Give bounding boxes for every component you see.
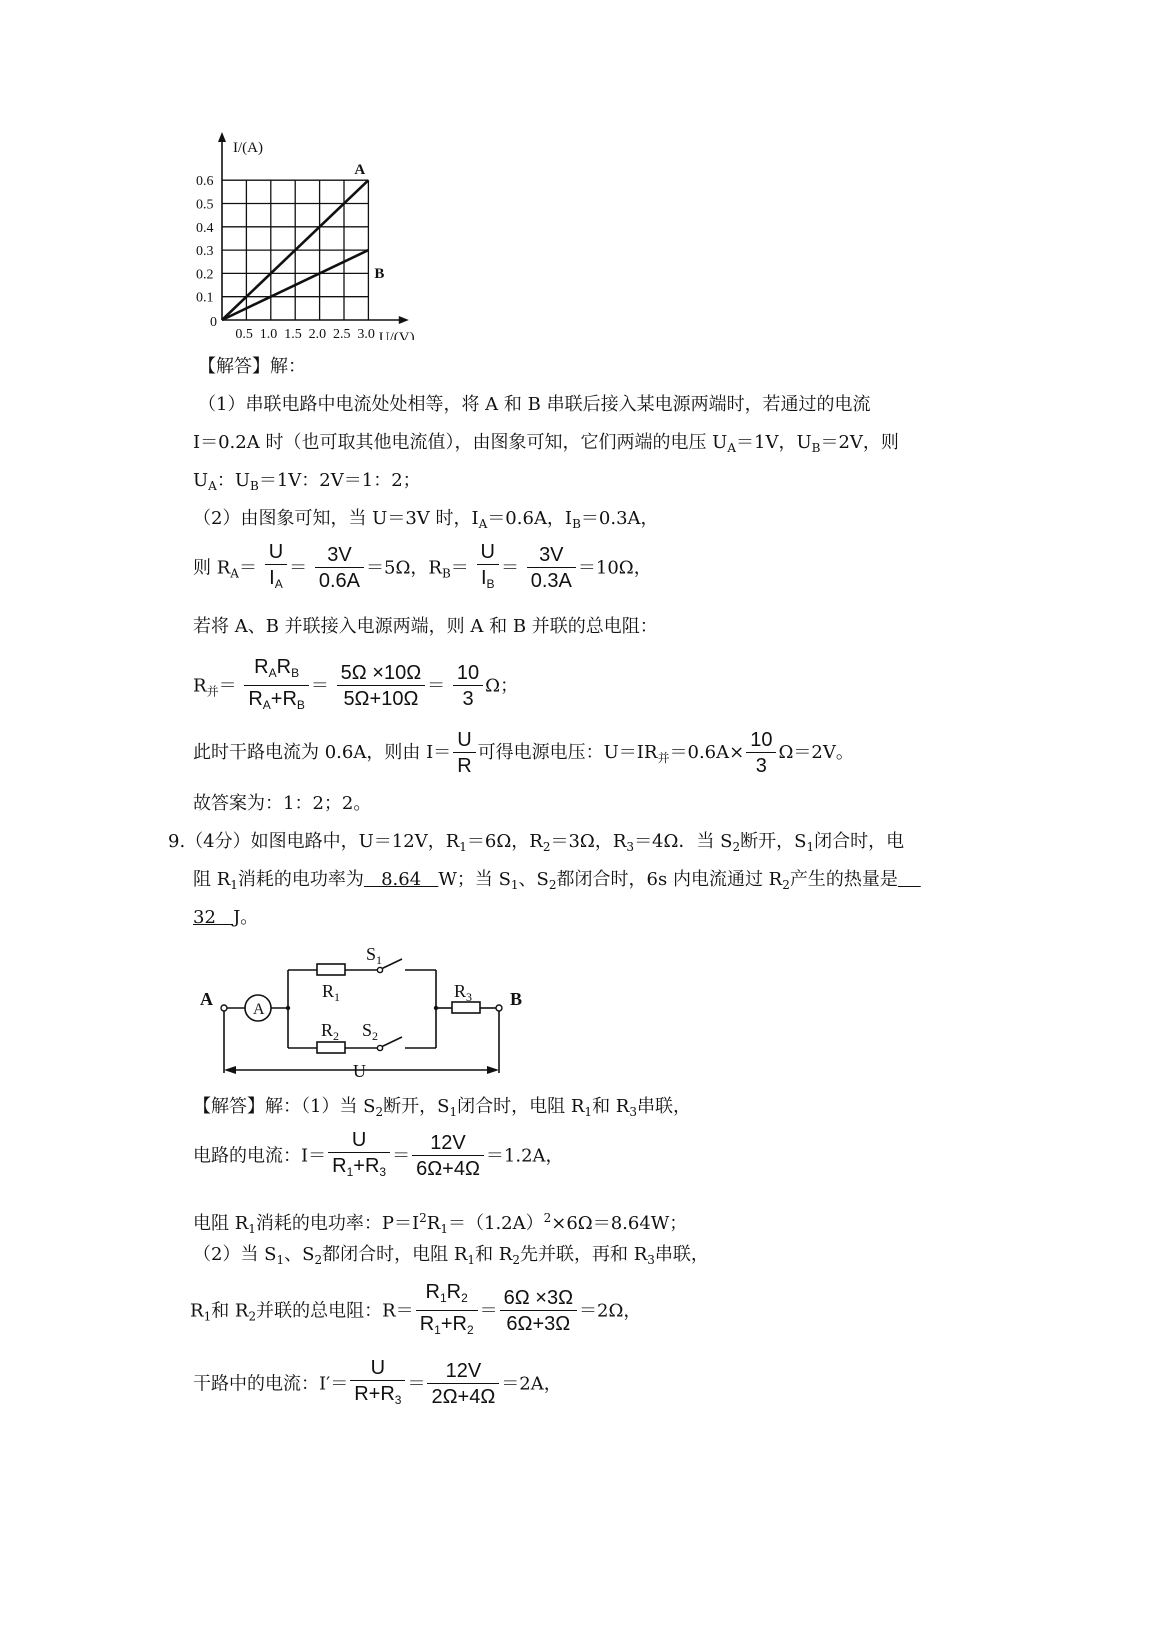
terminal-a <box>221 1005 227 1011</box>
x-tick-label: 2.0 <box>308 327 327 340</box>
q8-para2-line1: （2）由图象可知，当 U＝3V 时，$I_A=0.6A$，$I_B=0.3A$， <box>193 508 659 531</box>
fraction: $\frac{12V}{6\Omega+4\Omega}$ <box>412 1131 484 1182</box>
label-r3: $R_3$ <box>454 981 473 1004</box>
fraction: $\frac{3V}{0.3A}$ <box>527 543 576 594</box>
q8-parallel-intro: 若将 A、B 并联接入电源两端，则 A 和 B 并联的总电阻： <box>193 616 658 637</box>
q8-answer: 故答案为：1：2；2。 <box>193 793 372 814</box>
x-axis-label: U/(V) <box>378 330 415 340</box>
label-r1: $R_1$ <box>322 981 341 1004</box>
label-b: B <box>510 989 523 1009</box>
q8-para1-line3: $U_A$：$U_B=1V$：2V＝1：2； <box>193 470 421 493</box>
ammeter-label: A <box>253 1001 265 1018</box>
q9-line2: 阻 $R_1$消耗的电功率为 8.64 W；当 $S_1$、$S_2$都闭合时，6s 内电流通过 $R_2$产生的热量是 <box>193 869 898 892</box>
q8-header: 【解答】解： <box>198 356 306 377</box>
switch-s1-contact <box>377 967 382 972</box>
q8-para1-line1: （1）串联电路中电流处处相等，将 A 和 B 串联后接入某电源两端时，若通过的电流 <box>198 394 871 415</box>
q9-part2-line: （2）当 $S_1$、$S_2$都闭合时，电阻 $R_1$和 $R_2$先并联，再和 $R_3$串联， <box>193 1244 709 1267</box>
q8-para1-line2: I＝0.2A 时（也可取其他电流值），由图象可知，它们两端的电压 $U_A=1V$，$U_B=2V$，则 <box>193 432 899 455</box>
x-axis-arrow-icon <box>399 316 409 324</box>
switch-s1-blade <box>381 959 402 969</box>
label-s1: $S_1$ <box>366 944 383 967</box>
y-tick-label: 0.1 <box>196 290 214 306</box>
fraction: $\frac{U}{I_A}$ <box>265 540 287 597</box>
fraction: $\frac{10}{3}$ <box>453 661 483 712</box>
fraction: $\frac{U}{I_B}$ <box>477 540 499 597</box>
q9-solution-line1: 【解答】解：（1）当 $S_2$断开，$S_1$闭合时，电阻 $R_1$和 $R_3$串联， <box>193 1096 691 1119</box>
fraction: $\frac{U}{R_1+R_3}$ <box>328 1128 390 1185</box>
q9-parallel-resistance: $R_1$和 $R_2$并联的总电阻：R＝ $\frac{R_1R_2}{R_1+R_2}$ ＝ $\frac{6\Omega \times 3\Omega}{6\Omega+3\Omega}$ ＝2Ω， <box>190 1280 641 1345</box>
iu-graph-svg <box>190 130 430 340</box>
q9-current-formula: 电路的电流：I＝ $\frac{U}{R_1+R_3}$ ＝ $\frac{12V}{6\Omega+4\Omega}$ ＝1.2A， <box>193 1128 564 1185</box>
fraction: $\frac{U}{R+R_3}$ <box>350 1356 405 1413</box>
series-label-A: A <box>354 162 366 179</box>
fraction: $\frac{5\Omega \times 10\Omega}{5\Omega+10\Omega}$ <box>337 661 426 712</box>
y-tick-label: 0.4 <box>196 220 214 236</box>
junction <box>434 1006 438 1010</box>
terminal-b <box>496 1005 502 1011</box>
arrow-left-icon <box>224 1066 236 1074</box>
fraction: $\frac{6\Omega \times 3\Omega}{6\Omega+3\Omega}$ <box>500 1286 577 1337</box>
fraction: $\frac{12V}{2\Omega+4\Omega}$ <box>427 1359 499 1410</box>
answer-blank: 8.64 <box>363 869 439 890</box>
label-s2: $S_2$ <box>362 1020 379 1043</box>
origin-label: 0 <box>210 315 217 330</box>
junction <box>286 1006 290 1010</box>
fraction: $\frac{3V}{0.6A}$ <box>315 543 364 594</box>
circuit-svg <box>190 935 540 1085</box>
iu-graph <box>190 130 430 340</box>
switch-s2-blade <box>381 1037 402 1047</box>
q9-power-line: 电阻 $R_1$消耗的电功率：$P=I^2R_1=(1.2A)^2\times 6\Omega=8.64W$； <box>193 1211 688 1236</box>
q8-voltage-formula: 此时干路电流为 0.6A，则由 I＝ $\frac{U}{R}$ 可得电源电压：$U=IR_并=0.6A\times$ $\frac{10}{3}$ Ω＝2V。 <box>193 728 854 777</box>
x-tick-label: 3.0 <box>357 327 375 340</box>
x-tick-label: 2.5 <box>333 327 351 340</box>
x-tick-label: 0.5 <box>235 327 253 340</box>
fraction: $\frac{U}{R}$ <box>453 728 475 779</box>
y-tick-label: 0.5 <box>196 197 214 213</box>
y-tick-label: 0.3 <box>196 244 214 260</box>
arrow-right-icon <box>487 1066 499 1074</box>
label-r2: $R_2$ <box>321 1020 340 1043</box>
fraction: $\frac{10}{3}$ <box>746 728 776 779</box>
fraction: $\frac{R_1R_2}{R_1+R_2}$ <box>416 1280 478 1343</box>
q9-line3: 32 J。 <box>193 907 259 928</box>
x-tick-label: 1.0 <box>259 327 278 340</box>
label-u: U <box>353 1061 366 1081</box>
x-tick-label: 1.5 <box>284 327 302 340</box>
q9-trunk-current: 干路中的电流：I′＝ $\frac{U}{R+R_3}$ ＝ $\frac{12V}{2\Omega+4\Omega}$ ＝2A， <box>193 1356 562 1413</box>
fraction: $\frac{R_AR_B}{R_A+R_B}$ <box>244 655 309 718</box>
series-label-B: B <box>374 266 385 283</box>
y-tick-label: 0.2 <box>196 267 214 283</box>
circuit-diagram <box>190 935 540 1085</box>
y-axis-arrow-icon <box>218 132 226 142</box>
q8-parallel-formula: $R_并=$ $\frac{R_AR_B}{R_A+R_B}$ ＝ $\frac{5\Omega \times 10\Omega}{5\Omega+10\Omega}$ ＝ $\frac{10}{3}$ Ω； <box>193 655 518 720</box>
y-tick-label: 0.6 <box>196 174 214 190</box>
answer-blank: 32 <box>193 907 234 928</box>
q9-line1: 9.（4分）如图电路中，U＝12V，$R_1=6\Omega$，$R_2=3\Omega$，$R_3=4\Omega$．当 $S_2$断开，$S_1$闭合时，电 <box>168 831 905 854</box>
resistor-r1 <box>317 964 345 975</box>
y-axis-label: I/(A) <box>233 140 263 156</box>
label-a: A <box>200 989 213 1009</box>
switch-s2-contact <box>377 1045 382 1050</box>
q8-resistance-formula: 则 $R_A=$ $\frac{U}{I_A}$ ＝ $\frac{3V}{0.6A}$ ＝5Ω，$R_B=$ $\frac{U}{I_B}$ ＝ $\frac{3V}{0.3A}$ ＝10Ω， <box>193 540 652 602</box>
resistor-r2 <box>317 1042 345 1053</box>
